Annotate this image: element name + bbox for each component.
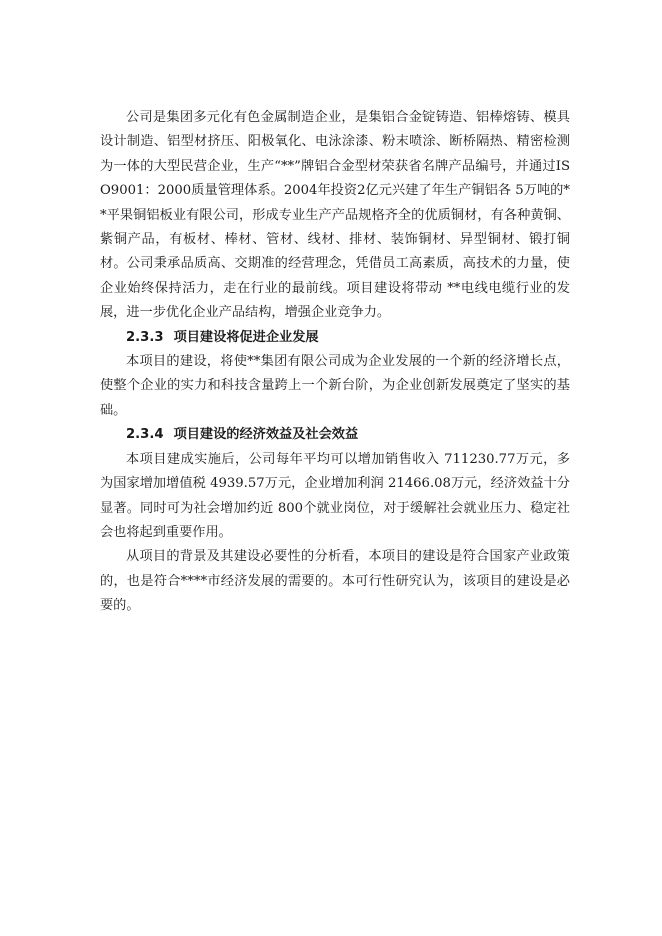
section-number: 2.3.4 xyxy=(126,427,164,443)
section-heading-2-3-3 xyxy=(100,326,570,350)
section-2-3-3-paragraph: 本项目的建设，将使**集团有限公司成为企业发展的一个新的经济增长点，使整个企业的实力和科技含量跨上一个新台阶，为企业创新发展奠定了坚实的基础。 xyxy=(100,354,570,418)
document-body xyxy=(100,106,570,619)
company-intro-paragraph: 公司是集团多元化有色金属制造企业，是集铝合金锭铸造、铝棒熔铸、模具设计制造、铝型材挤压、阳极氧化、电泳涂漆、粉末喷涂、断桥隔热、精密检测为一体的大型民营企业，生产“**”牌铝合金型材荣获省名牌产品编号，并通过ISO9001：2000质量管理体系。2004年投资2亿元兴建了年生产铜铝各 5万吨的**平果铜铝板业有限公司，形成专业生产产品规格齐全的优质铜材，有各种黄铜、紫铜产品，有板材、棒材、管材、线材、排材、装饰铜材、异型铜材、锻打铜材。公司秉承品质高、交期准的经营理念，凭借员工高素质，高技术的力量，使企业始终保持活力，走在行业的最前线。项目建设将带动 **电线电缆行业的发展，进一步优化企业产品结构，增强企业竞争力。 xyxy=(100,110,570,321)
section-title: 项目建设将促进企业发展 xyxy=(173,329,319,345)
conclusion-paragraph: 从项目的背景及其建设必要性的分析看，本项目的建设是符合国家产业政策的，也是符合****市经济发展的需要的。本可行性研究认为，该项目的建设是必要的。 xyxy=(100,549,570,614)
section-2-3-4-paragraph: 本项目建成实施后，公司每年平均可以增加销售收入 711230.77万元，多为国家增加增值税 4939.57万元，企业增加利润 21466.08万元，经济效益十分显著。同时可为社会增加约近 800个就业岗位，对于缓解社会就业压力、稳定社会也将起到重要作用。 xyxy=(100,451,570,540)
section-number: 2.3.3 xyxy=(126,329,164,345)
section-title: 项目建设的经济效益及社会效益 xyxy=(173,427,359,443)
section-heading-2-3-4 xyxy=(100,423,570,447)
